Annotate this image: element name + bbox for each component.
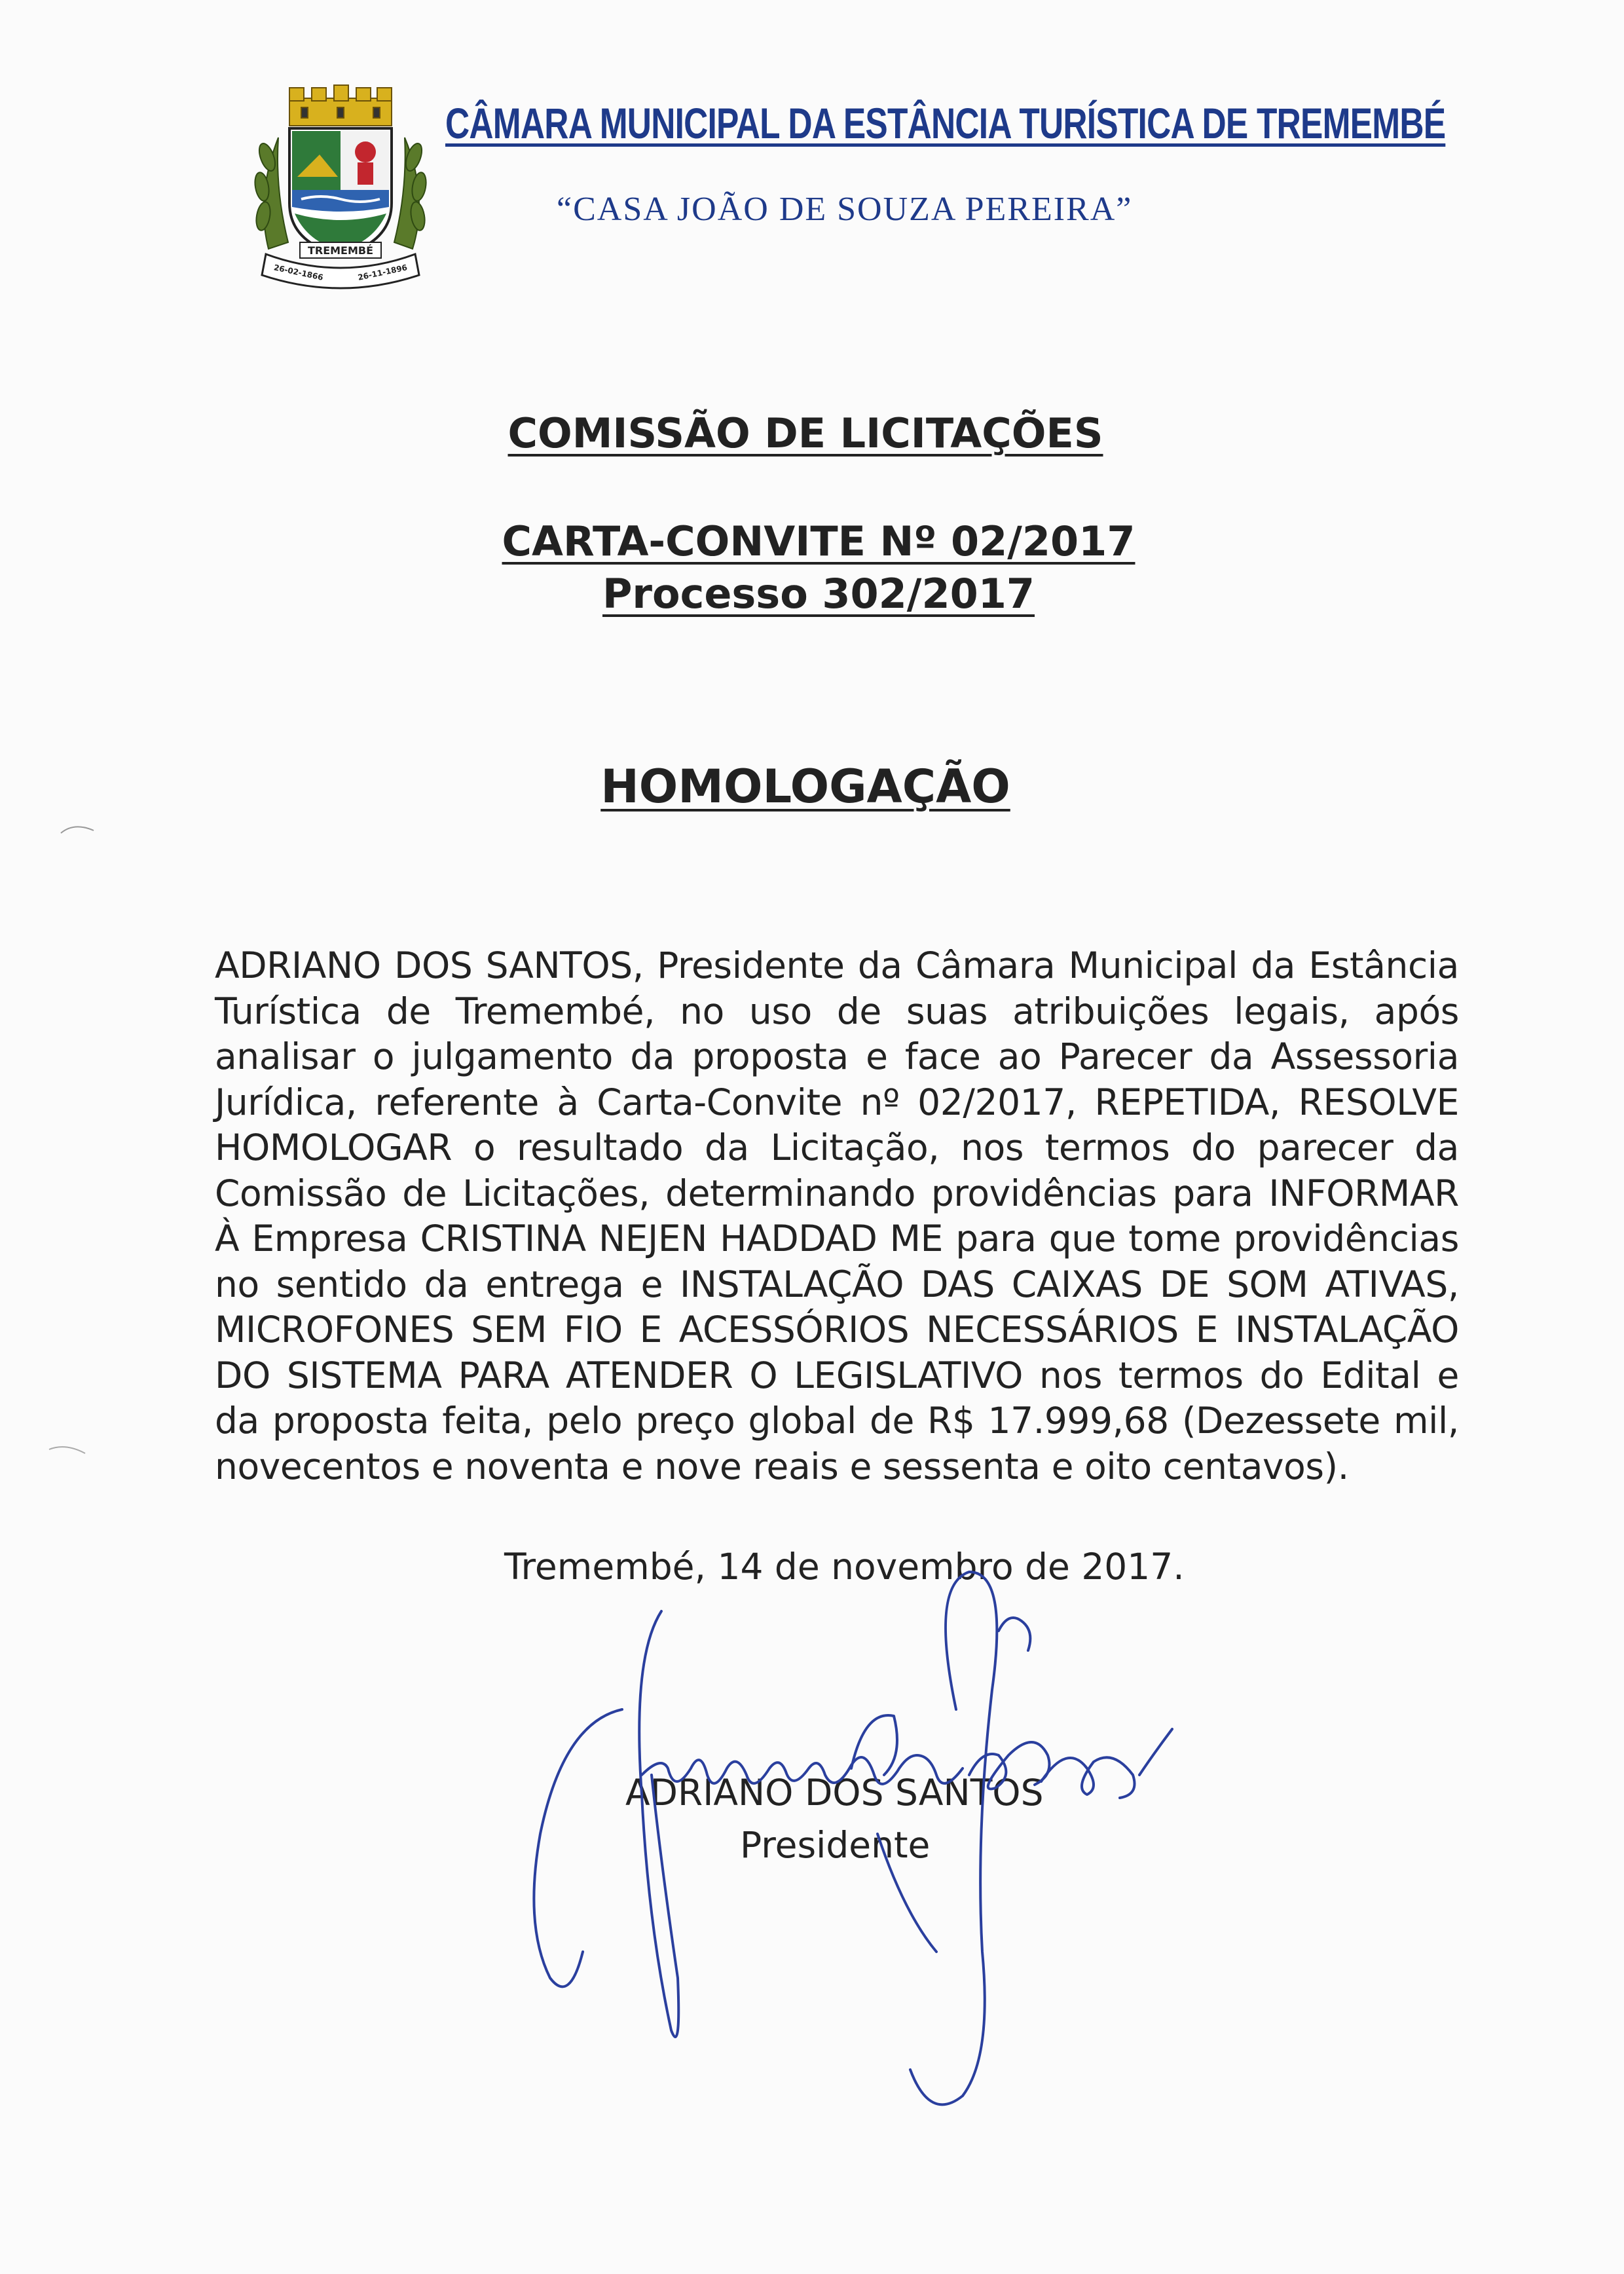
handwritten-signature [511, 1559, 1205, 2135]
date-line: Tremembé, 14 de novembro de 2017. [504, 1546, 1185, 1588]
crest-date-right: 26-11-1896 [357, 263, 409, 282]
scan-mark [46, 1438, 92, 1457]
homologation-paragraph: ADRIANO DOS SANTOS, Presidente da Câmara Municipal da Estância Turística de Tremembé, no uso de suas atribuições legais, após analisar o julgamento da proposta e face ao Parecer da Assessoria Jurídica, referente à Carta-Convite nº 02/2017, REPETIDA, RESOLVE HOMOLOGAR o resultado da Licitação, nos termos do parecer da Comissão de Licitações, determinando providências para INFORMAR À Empresa CRISTINA NEJEN HADDAD ME para que tome providências no sentido da entrega e INSTALAÇÃO DAS CAIXAS DE SOM ATIVAS, MICROFONES SEM FIO E ACESSÓRIOS NECESSÁRIOS E INSTALAÇÃO DO SISTEMA PARA ATENDER O LEGISLATIVO nos termos do Edital e da proposta feita, pelo preço global de R$ 17.999,68 (Dezessete mil, novecentos e noventa e nove reais e sessenta e oito centavos). [215, 944, 1459, 1487]
house-name: “CASA JOÃO DE SOUZA PEREIRA” [557, 191, 1133, 228]
crest-town-label: TREMEMBÉ [307, 244, 374, 257]
scan-mark [58, 819, 97, 838]
coat-of-arms-icon [242, 79, 439, 301]
institution-name: CÂMARA MUNICIPAL DA ESTÂNCIA TURÍSTICA DE TREMEMBÉ [445, 99, 1446, 147]
signatory-name: ADRIANO DOS SANTOS [625, 1772, 1044, 1814]
commission-title: COMISSÃO DE LICITAÇÕES [507, 409, 1103, 457]
signatory-role: Presidente [740, 1824, 931, 1866]
homologacao-title: HOMOLOGAÇÃO [600, 760, 1010, 813]
processo-title: Processo 302/2017 [602, 570, 1035, 618]
carta-convite-title: CARTA-CONVITE Nº 02/2017 [502, 517, 1135, 565]
crest-date-left: 26-02-1866 [272, 263, 324, 282]
